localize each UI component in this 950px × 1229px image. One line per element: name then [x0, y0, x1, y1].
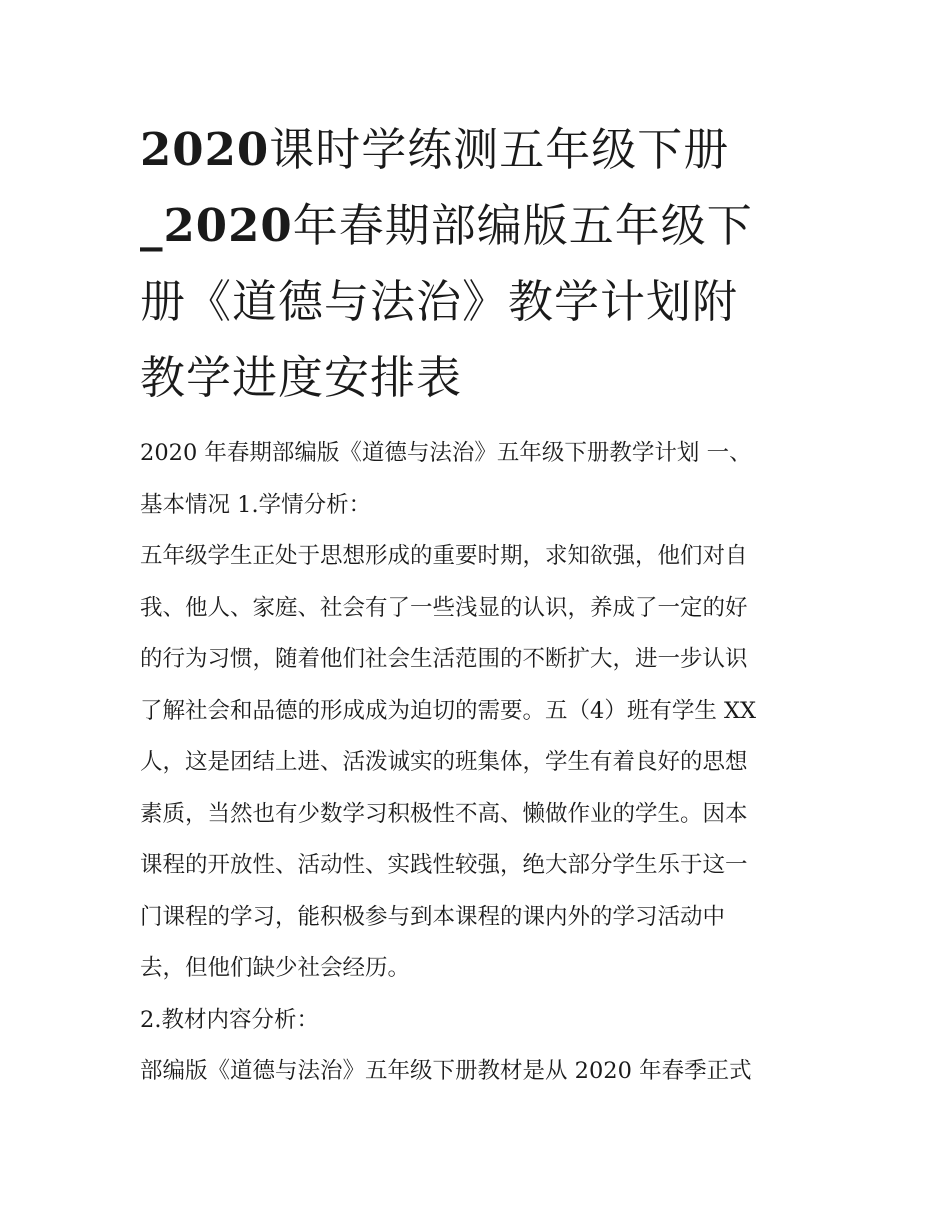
text-line: 部编版《道德与法治》五年级下册教材是从 2020 年春季正式	[140, 1058, 752, 1084]
paragraph-heading-materials	[140, 995, 820, 1047]
title-line-number: 2020	[140, 123, 270, 176]
text-line: 素质，当然也有少数学习积极性不高、懒做作业的学生。因本	[140, 800, 748, 827]
paragraph-intro	[140, 428, 820, 531]
text-line: 了解社会和品德的形成成为迫切的需要。五（4）班有学生 XX	[140, 697, 757, 724]
title-line-text: 年春期部编版五年级下	[292, 199, 753, 252]
title-line-text: 课时学练测五年级下册	[269, 123, 730, 176]
title-line-text: 教学进度安排表	[140, 351, 463, 404]
text-line: 人，这是团结上进、活泼诚实的班集体，学生有着良好的思想	[140, 749, 748, 775]
document-page	[140, 112, 820, 1098]
text-line: 我、他人、家庭、社会有了一些浅显的认识，养成了一定的好	[140, 594, 748, 621]
text-line: 2.教材内容分析：	[140, 1006, 319, 1033]
title-line-text: 册《道德与法治》教学计划附	[140, 275, 739, 328]
text-line: 五年级学生正处于思想形成的重要时期，求知欲强，他们对自	[140, 543, 748, 569]
title-line	[140, 188, 820, 264]
title-line	[140, 112, 820, 188]
paragraph-student-analysis	[140, 531, 820, 995]
title-line	[140, 340, 820, 416]
text-line: 的行为习惯，随着他们社会生活范围的不断扩大，进一步认识	[140, 646, 748, 672]
title-line	[140, 264, 820, 340]
document-body	[140, 428, 820, 1098]
title-line-number: _2020	[140, 199, 293, 252]
text-line: 基本情况 1.学情分析：	[140, 491, 372, 518]
text-line: 课程的开放性、活动性、实践性较强，绝大部分学生乐于这一	[140, 852, 748, 878]
text-line: 2020 年春期部编版《道德与法治》五年级下册教学计划 一、	[140, 440, 752, 466]
text-line: 去，但他们缺少社会经历。	[140, 955, 411, 981]
paragraph-materials	[140, 1046, 820, 1098]
document-title	[140, 112, 820, 416]
text-line: 门课程的学习，能积极参与到本课程的课内外的学习活动中	[140, 903, 726, 930]
